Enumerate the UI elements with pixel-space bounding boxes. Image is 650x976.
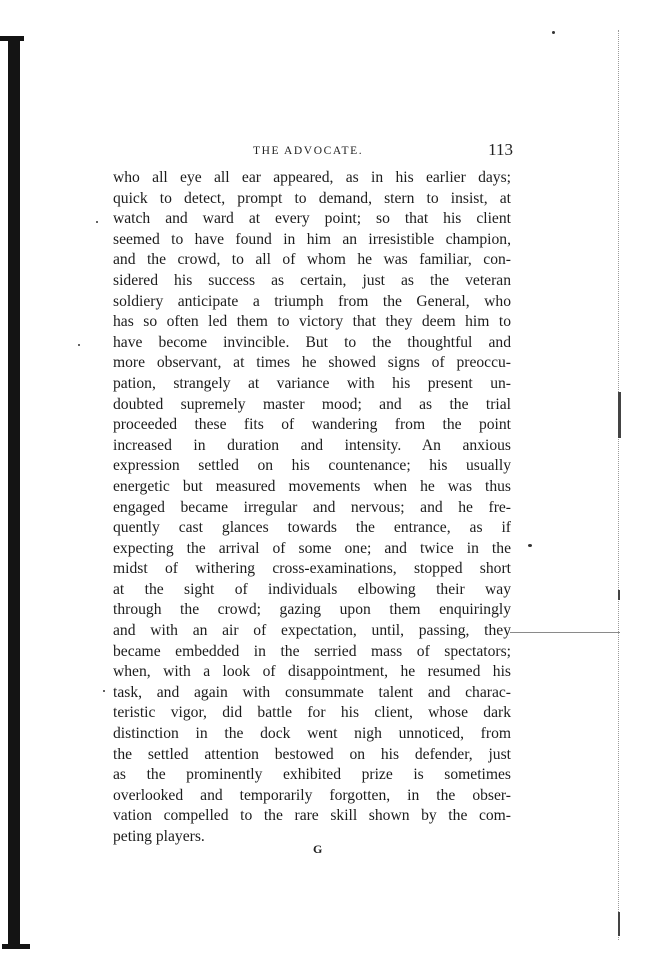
signature-mark: G	[313, 842, 323, 856]
text-line: engaged became irregular and nervous; and he fre-	[113, 498, 511, 516]
text-line: seemed to have found in him an irresistible champion,	[113, 230, 511, 248]
text-line: the settled attention bestowed on his defender, just	[113, 745, 511, 763]
text-line: quick to detect, prompt to demand, stern to insist, at	[113, 189, 511, 207]
body-text	[113, 168, 511, 848]
text-line: soldiery anticipate a triumph from the General, who	[113, 292, 511, 310]
text-line: task, and again with consummate talent and charac-	[113, 683, 511, 701]
text-line: and with an air of expectation, until, passing, they	[113, 622, 511, 640]
edge-mark	[618, 392, 621, 438]
page-right-edge	[618, 30, 620, 940]
text-line: who all eye all ear appeared, as in his earlier days;	[113, 169, 511, 186]
edge-mark	[618, 590, 620, 600]
text-line: peting players.	[113, 828, 205, 845]
binding-edge-bottom	[2, 944, 30, 949]
text-line: watch and ward at every point; so that his client	[113, 210, 511, 228]
text-line: has so often led them to victory that they deem him to	[113, 313, 511, 331]
page-number: 113	[488, 140, 513, 159]
text-line: became embedded in the serried mass of spectators;	[113, 642, 511, 660]
running-head-title: THE ADVOCATE.	[253, 145, 364, 157]
text-line: expression settled on his countenance; his usually	[113, 457, 511, 475]
text-line: have become invincible. But to the thoughtful and	[113, 333, 511, 351]
text-line: pation, strangely at variance with his present un-	[113, 374, 511, 392]
ink-speck	[528, 544, 532, 547]
running-head	[118, 140, 513, 164]
ink-speck	[103, 690, 105, 692]
text-line: sidered his success as certain, just as the veteran	[113, 271, 511, 289]
text-line: midst of withering cross-examinations, stopped short	[113, 560, 511, 578]
text-line: vation compelled to the rare skill shown by the com-	[113, 807, 511, 825]
text-line: and the crowd, to all of whom he was familiar, con-	[113, 251, 511, 269]
text-line: quently cast glances towards the entrance, as if	[113, 519, 511, 537]
edge-mark	[618, 912, 620, 936]
text-line: energetic but measured movements when he was thus	[113, 477, 511, 495]
binding-edge	[8, 40, 20, 946]
ink-speck	[96, 221, 98, 223]
text-line: teristic vigor, did battle for his client, whose dark	[113, 704, 511, 722]
text-line: when, with a look of disappointment, he resumed his	[113, 663, 511, 681]
text-line: doubted supremely master mood; and as the trial	[113, 395, 511, 413]
text-line: distinction in the dock went nigh unnoticed, from	[113, 725, 511, 743]
text-line: more observant, at times he showed signs of preoccu-	[113, 354, 511, 372]
text-line: proceeded these fits of wandering from the point	[113, 416, 511, 434]
ink-speck	[552, 31, 555, 34]
ink-speck	[78, 344, 80, 346]
text-line: as the prominently exhibited prize is sometimes	[113, 766, 511, 784]
text-line: increased in duration and intensity. An anxious	[113, 436, 511, 454]
text-line: overlooked and temporarily forgotten, in the obser-	[113, 786, 511, 804]
text-line: at the sight of individuals elbowing their way	[113, 580, 511, 598]
text-line: through the crowd; gazing upon them enquiringly	[113, 601, 511, 619]
text-line: expecting the arrival of some one; and twice in the	[113, 539, 511, 557]
stray-rule	[510, 632, 620, 633]
